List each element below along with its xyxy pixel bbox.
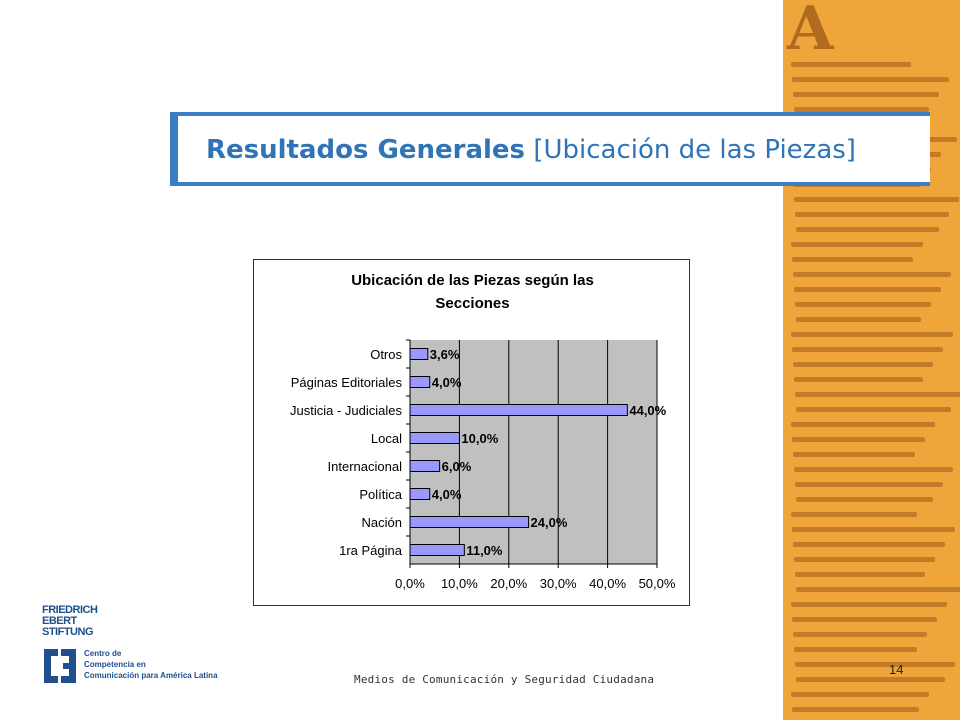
slide-title-sub: [Ubicación de las Piezas]: [533, 135, 856, 165]
x-tick-label: 20,0%: [490, 576, 528, 591]
y-tick-label: Nación: [361, 515, 402, 530]
footer-text: Medios de Comunicación y Seguridad Ciudadana: [354, 673, 655, 686]
newspaper-line: [795, 212, 949, 217]
newspaper-line: [791, 242, 923, 247]
x-tick-label: 50,0%: [638, 576, 676, 591]
logo-block: [42, 603, 232, 687]
newspaper-line: [796, 407, 951, 412]
bar: [410, 433, 459, 444]
x-tick-label: 30,0%: [539, 576, 577, 591]
chart-title-line2: Secciones: [435, 295, 510, 312]
newspaper-line: [793, 362, 933, 367]
data-label: 10,0%: [461, 431, 499, 446]
data-label: 24,0%: [530, 515, 568, 530]
bar: [410, 545, 464, 556]
data-label: 4,0%: [431, 487, 462, 502]
bar: [410, 517, 529, 528]
y-tick-label: Internacional: [327, 459, 402, 474]
y-tick-label: Otros: [370, 347, 402, 362]
x-tick-label: 0,0%: [395, 576, 425, 591]
newspaper-line: [792, 527, 955, 532]
bar: [410, 405, 627, 416]
newspaper-line: [791, 692, 929, 697]
newspaper-line: [794, 197, 959, 202]
bar: [410, 377, 430, 388]
newspaper-line: [796, 587, 960, 592]
y-tick-label: Local: [370, 431, 402, 446]
y-tick-label: Política: [359, 487, 402, 502]
newspaper-line: [793, 632, 927, 637]
slide-title: [206, 135, 856, 165]
c3-logo-line3: Comunicación para América Latina: [84, 671, 218, 680]
newspaper-line: [794, 377, 923, 382]
newspaper-line: [796, 677, 945, 682]
newspaper-line: [795, 302, 931, 307]
newspaper-line: [793, 452, 915, 457]
newspaper-line: [792, 617, 937, 622]
newspaper-line: [794, 467, 953, 472]
newspaper-line: [792, 437, 925, 442]
newspaper-text-texture: [791, 0, 959, 720]
newspaper-line: [793, 92, 939, 97]
newspaper-line: [793, 542, 945, 547]
newspaper-line: [791, 602, 947, 607]
title-inner: [178, 116, 930, 182]
newspaper-line: [793, 272, 951, 277]
data-label: 11,0%: [466, 543, 503, 558]
fes-logo-line3: STIFTUNG: [42, 626, 93, 638]
newspaper-line: [796, 497, 933, 502]
newspaper-line: [791, 62, 911, 67]
c3-logo-line1: Centro de: [84, 649, 122, 658]
newspaper-line: [794, 287, 941, 292]
newspaper-line: [792, 77, 949, 82]
x-tick-label: 10,0%: [440, 576, 478, 591]
slide-title-main: Resultados Generales: [206, 135, 526, 165]
fes-logo-line1: FRIEDRICH: [42, 604, 98, 616]
page-number: 14: [889, 662, 904, 677]
newspaper-decoration: [783, 0, 960, 720]
c3-logo-line2: Competencia en: [84, 660, 146, 669]
data-label: 6,0%: [441, 459, 472, 474]
chart-frame: [253, 259, 690, 606]
newspaper-line: [792, 257, 913, 262]
newspaper-line: [795, 392, 960, 397]
x-tick-label: 40,0%: [589, 576, 627, 591]
newspaper-line: [794, 557, 935, 562]
y-tick-label: Justicia - Judiciales: [290, 403, 402, 418]
newspaper-line: [795, 662, 955, 667]
newspaper-line: [791, 422, 935, 427]
y-tick-label: Páginas Editoriales: [290, 375, 402, 390]
newspaper-line: [794, 647, 917, 652]
data-label: 3,6%: [429, 347, 460, 362]
bar-chart: [254, 260, 691, 607]
newspaper-line: [796, 227, 939, 232]
bar: [410, 461, 440, 472]
y-tick-label: 1ra Página: [339, 543, 402, 558]
plot-area: [410, 340, 657, 564]
data-label: 4,0%: [431, 375, 462, 390]
bar: [410, 349, 428, 360]
newspaper-line: [795, 572, 925, 577]
newspaper-line: [792, 347, 943, 352]
newspaper-line: [791, 332, 953, 337]
chart-title-line1: Ubicación de las Piezas según las: [351, 272, 594, 289]
title-band: [170, 112, 930, 186]
newspaper-line: [796, 317, 921, 322]
newspaper-line: [791, 512, 917, 517]
fes-logo-line2: EBERT: [42, 615, 77, 627]
c3-logo-icon: [42, 647, 78, 685]
newspaper-line: [792, 707, 919, 712]
newspaper-line: [795, 482, 943, 487]
data-label: 44,0%: [629, 403, 667, 418]
decorative-letter-a: A: [787, 0, 834, 64]
bar: [410, 489, 430, 500]
